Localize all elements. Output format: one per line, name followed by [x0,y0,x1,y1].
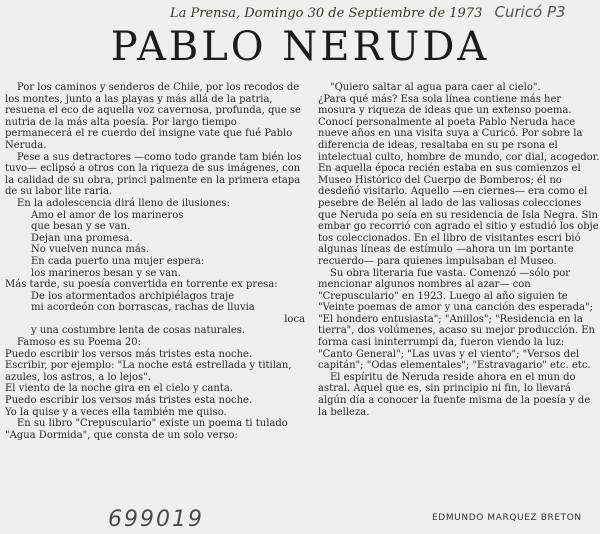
paragraph: Su obra literaria fue vasta. Comenzó —sólo por mencionar algunos nombres al azar— con "Crepusculario" en 1923. Luego al año siguien te "Veinte poemas de amor y una canción des esperada"; "El hondero entusiasta"; "Anillos"; "Residencia en la tierra", dos volúmenes, acaso su mejor producción. En forma casi ininterrumpi da, fueron viendo la luz: "Canto General"; "Las uvas y el viento"; "Versos del capitán"; "Odas elementales"; "Estravagario" etc. etc. [318,267,595,372]
paragraph: Dejan una promesa. [31,232,133,244]
paragraph: Escribir, por ejemplo: "La noche está estrellada y titilan, azules, los astros, a lo lejos". [5,360,292,383]
paragraph: Puedo escribir los versos más tristes esta noche. [5,348,253,360]
article-title: PABLO NERUDA [110,24,490,70]
paragraph: Por los caminos y senderos de Chile, por los recodos de los montes, junto a las playas y más allá de la patria, resuena el eco de aquella voz cavernosa, profunda, que se nutria de la más alta poesía. Por largo tiempo permanecerá el re cuerdo del insigne vate que fué Pablo Neruda. [5,82,301,151]
paragraph: Puedo escribir los versos más tristes esta noche. [5,395,253,407]
paragraph: "Quiero saltar al agua para caer al cielo". [330,82,541,93]
paragraph: No vuelven nunca más. [31,244,150,256]
newspaper-header [170,3,590,21]
paragraph: Famoso es su Poema 20: [17,337,142,349]
paragraph: En la adolescencia dirá lleno de ilusiones: [17,197,230,209]
paragraph: Pese a sus detractores —como todo grande tam bién los tuvo— eclipsó a otros con la riqueza de sus imágenes, con la calidad de su obra, princi palmente en la primera etapa de su labor lite raria. [5,151,302,198]
paragraph: ¿Para qué más? Esa sola línea contiene más her mosura y riqueza de ideas que un extenso poema. [318,93,572,117]
left-column [5,82,305,441]
paragraph: que besan y se van. [31,221,131,233]
paragraph: loca [284,313,305,325]
paragraph: los marineros besan y se van. [31,267,181,279]
paragraph: En cada puerto una mujer espera: [31,255,205,267]
handwritten-note: Curicó P3 [494,3,566,21]
header-line: La Prensa, Domingo 30 de Septiembre de 1973 [170,6,483,21]
paragraph: mi acordeón con borrascas, rachas de lluvia [31,302,255,314]
paragraph: De los atormentados archipiélagos traje [31,290,235,302]
paragraph: El espíritu de Neruda reside ahora en el mun do astral. Aquel que es, sin principio ni fin, lo llevará algún día a conocer la fuente misma de la poesía y de la belleza. [318,371,591,418]
paragraph: En su libro "Crepusculario" existe un poema ti tulado "Agua Dormida", que consta de un solo verso: [5,418,288,441]
author-signature: EDMUNDO MARQUEZ BRETON [432,513,582,523]
paragraph: Conocí personalmente al poeta Pablo Neruda hace nueve años en una visita suya a Curicó. Por sobre la diferencia de ideas, resaltaba en su pe rsona el intelectual culto, hombre de mundo, cor dial, acogedor. En aquella época recién estaba en sus comienzos el Museo Histórico del Cuerpo de Bomberos; él no desdeñó visitarlo. Aquello —en ciernes— era como el pesebre de Belén al lado de las valiosas colecciones que Neruda po seía en su residencia de Isla Negra. Sin embar go recorrió con agrado el sitio y estudió los obje tos coleccionados. En el libro de visitantes escri bió algunas líneas de estímulo —ahora un im portante recuerdo— para quienes impulsaban el Museo. [318,116,600,267]
paragraph: Más tarde, su poesía convertida en torrente ex presa: [5,279,278,291]
paragraph: Amo el amor de los marineros [31,209,184,221]
paragraph: El viento de la noche gira en el cielo y canta. [5,383,233,395]
paragraph: Yo la quise y a veces ella también me quiso. [5,406,227,418]
archive-stamp-number: 699019 [108,507,204,532]
paragraph: y una costumbre lenta de cosas naturales. [31,325,246,337]
right-column [318,82,600,418]
